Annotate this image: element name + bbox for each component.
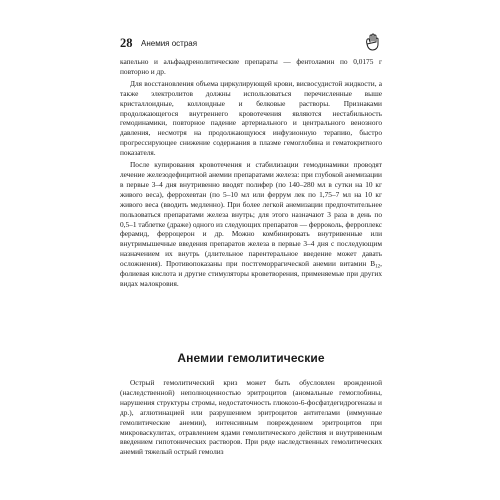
paragraph-iron-therapy-end: , фолиевая кислота и другие стимуляторы кроветворения, применяемые при других видах малокровия.: [120, 259, 382, 288]
page-number: 28: [120, 36, 133, 50]
paragraph-blood-volume: Для восстановления объема циркулирующей крови, висвосудистой жидкости, а также электролитов должны использоваться перечисленные выше кристаллоидные, коллоидные и белковые растворы. Признаками продолжающегося внутреннего кровотечения являются нестабильность гемодинамики, повторное падение артериального и центрального венозного давления, несмотря на продолжающуюся инфузионную терапию, быстро прогрессирующее снижение содержания в плазме гемоглобина и гематокритного показателя.: [120, 78, 382, 158]
paragraph-hemolytic-crisis: Острый гемолитический криз может быть обусловлен врожденной (наследственной) неполноценностью эритроцитов (аномальные гемоглобины, нарушения структуры стромы, недостаточность глюкозо-6-фосфатдегидрогеназы и др.), аглютинацией или разрушением эритроцитов антителами (иммунные гемолитические анемии), интенсивным повреждением эритроцитов при микроваскулитах, отравлением ядами гемолитического действия и внутривенным введением гипотонических растворов. При ряде наследственных гемолитических анемий тяжелый острый гемолиз: [120, 378, 382, 457]
page-header: [120, 36, 382, 50]
running-title: Анемия острая: [141, 39, 198, 48]
vitamin-subscript: 12: [375, 264, 381, 270]
body-text-bottom: [120, 378, 382, 457]
hand-icon: [362, 32, 382, 52]
body-text-top: [120, 57, 382, 289]
section-heading: Анемии гемолитические: [177, 351, 325, 365]
paragraph-iron-therapy-text: После купирования кровотечения и стабилизации гемодинамики проводят лечение железодефицитной анемии препаратами железа: при глубокой анемизации в первые 3–4 дня внутривенно вводят полифер (по 140–280 мл в сутки на 10 кг живого веса), феррохевтан (по 5–10 мл или феррум лек по 1,75–7 мл на 10 кг живого веса (вводить медленно). При более легкой анемизации предпочтительнее пользоваться препаратами железа внутрь; для этого назначают 3 раза в день по 0,5–1 таблетке (драже) одного из следующих препаратов — ферроколь, ферроплекс ферамид, ферроцерон и др. Можно комбинировать внутривенные или внутримышечные введения препаратов железа в первые 3–4 дня с последующим назначением их внутрь (длительное парентеральное введение может давать осложнения). Противопоказаны при постгеморрагической анемии витамин В: [120, 160, 382, 269]
paragraph-iron-therapy: [120, 160, 382, 289]
paragraph-continuation: капельно и альфаадренолитические препараты — фентоламин по 0,0175 г повторно и др.: [120, 57, 382, 76]
